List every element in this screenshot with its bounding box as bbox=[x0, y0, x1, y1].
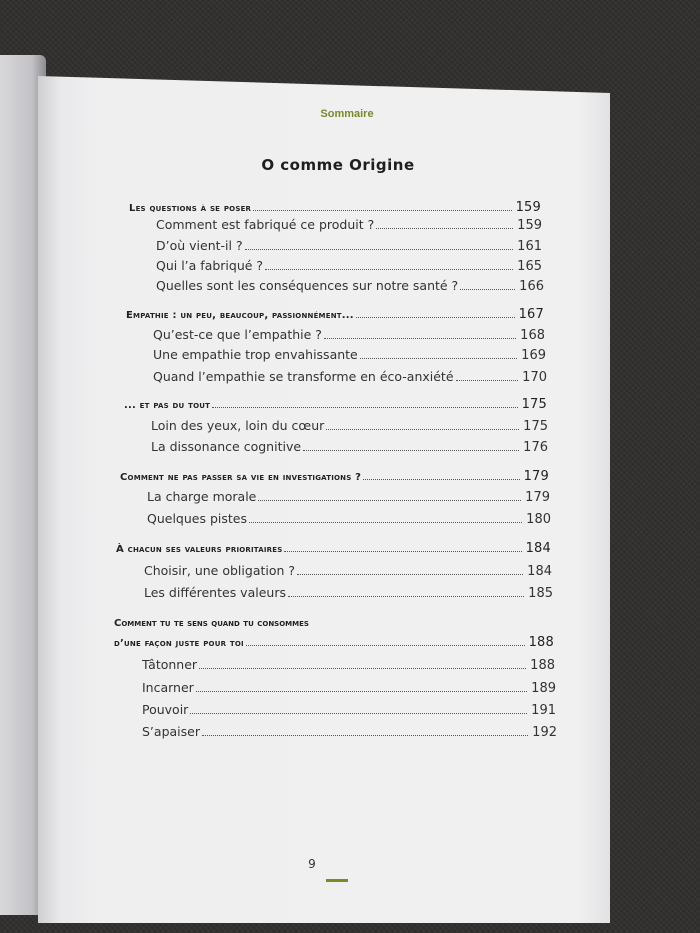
toc-heading: d’une façon juste pour toi 188 bbox=[114, 635, 554, 650]
toc-entry: Les différentes valeurs 185 bbox=[144, 585, 553, 601]
toc-heading: À chacun ses valeurs prioritaires 184 bbox=[116, 541, 551, 556]
section-title: O comme Origine bbox=[261, 156, 415, 174]
toc-entry: S’apaiser 192 bbox=[142, 724, 557, 740]
toc-entry: Une empathie trop envahissante 169 bbox=[153, 347, 546, 363]
toc-entry: Comment est fabriqué ce produit ? 159 bbox=[156, 217, 542, 233]
toc-entry: Qui l’a fabriqué ? 165 bbox=[156, 258, 542, 274]
toc-heading: Les questions à se poser 159 bbox=[129, 200, 541, 215]
page-number-rule bbox=[326, 879, 348, 882]
toc-entry: Loin des yeux, loin du cœur 175 bbox=[151, 418, 548, 434]
toc-heading: Comment ne pas passer sa vie en investigations ? 179 bbox=[120, 469, 549, 484]
toc-heading: ... et pas du tout 175 bbox=[124, 397, 547, 412]
running-header: Sommaire bbox=[320, 108, 374, 120]
toc-entry: Quelles sont les conséquences sur notre santé ? 166 bbox=[156, 278, 544, 294]
toc-entry: Incarner 189 bbox=[142, 680, 556, 696]
toc-entry: Tâtonner 188 bbox=[142, 657, 555, 673]
page-number: 9 bbox=[308, 857, 316, 871]
toc-heading: Empathie : un peu, beaucoup, passionnément... 167 bbox=[126, 307, 544, 322]
toc-entry: D’où vient-il ? 161 bbox=[156, 238, 542, 254]
toc-entry: La charge morale 179 bbox=[147, 489, 550, 505]
toc-entry: Quelques pistes 180 bbox=[147, 511, 551, 527]
toc-heading-line1: Comment tu te sens quand tu consommes bbox=[114, 618, 309, 629]
toc-entry: Pouvoir 191 bbox=[142, 702, 556, 718]
toc-entry: Qu’est-ce que l’empathie ? 168 bbox=[153, 327, 545, 343]
toc-entry: La dissonance cognitive 176 bbox=[151, 439, 548, 455]
toc-entry: Quand l’empathie se transforme en éco-anxiété 170 bbox=[153, 369, 547, 385]
toc-entry: Choisir, une obligation ? 184 bbox=[144, 563, 552, 579]
